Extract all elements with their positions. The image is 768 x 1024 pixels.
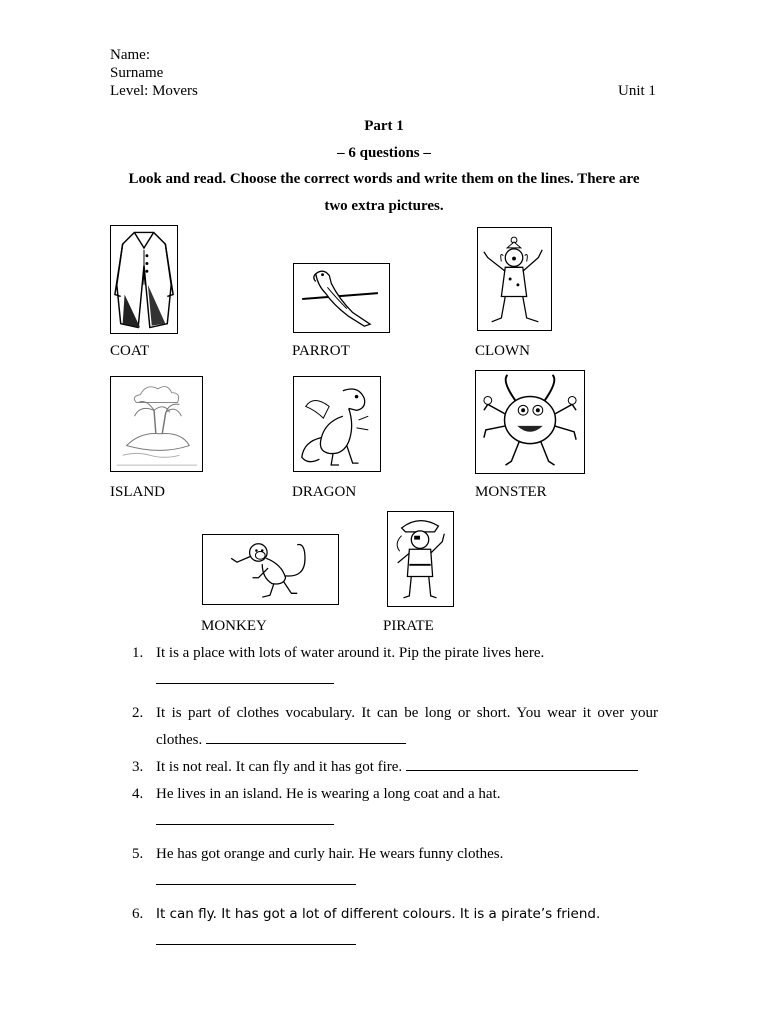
picture-label-pirate: PIRATE [383,618,434,634]
island-icon [111,377,202,471]
level-label: Level: Movers [110,83,198,99]
clown-icon [478,228,551,330]
question-text: He has got orange and curly hair. He wears funny clothes. [156,846,504,862]
parrot-icon [294,264,389,332]
question-number: 1. [132,645,144,661]
picture-label-parrot: PARROT [292,343,350,359]
coat-icon [111,226,177,333]
question-text: It is part of clothes vocabulary. It can be long or short. You wear it over your clothes. [156,705,658,748]
question-text: It is not real. It can fly and it has got fire. [156,759,403,775]
picture-label-island: ISLAND [110,484,165,500]
unit-label: Unit 1 [618,83,656,99]
clown-picture [477,227,552,331]
picture-label-coat: COAT [110,343,150,359]
picture-label-monkey: MONKEY [201,618,267,634]
answer-line-3[interactable] [406,756,638,771]
question-2 [132,700,658,754]
question-text: It is a place with lots of water around it. Pip the pirate lives here. [156,645,545,661]
answer-line-1[interactable] [156,669,334,684]
question-number: 2. [132,705,144,721]
parrot-picture [293,263,390,333]
question-number: 3. [132,759,144,775]
question-number: 4. [132,786,144,802]
question-1 [132,640,658,667]
question-number: 5. [132,846,144,862]
answer-line-4[interactable] [156,810,334,825]
monster-icon [476,371,584,473]
question-3 [132,754,658,781]
picture-label-clown: CLOWN [475,343,530,359]
question-6 [132,901,658,928]
dragon-picture [293,376,381,472]
answer-line-5-row [156,868,658,895]
pirate-picture [387,511,454,607]
answer-line-6-row [156,928,658,955]
name-label: Name: [110,47,150,63]
monkey-picture [202,534,339,605]
question-4 [132,781,658,808]
answer-line-6[interactable] [156,930,356,945]
island-picture [110,376,203,472]
question-text: It can fly. It has got a lot of different colours. It is a pirate’s friend. [156,906,601,922]
answer-line-2[interactable] [206,729,406,744]
question-text: He lives in an island. He is wearing a long coat and a hat. [156,786,501,802]
answer-line-1-row [156,667,658,694]
part-title: Part 1 [364,118,404,134]
answer-line-4-row [156,808,658,835]
question-number: 6. [132,906,144,922]
question-list [110,640,658,955]
coat-picture [110,225,178,334]
monster-picture [475,370,585,474]
answer-line-5[interactable] [156,870,356,885]
pirate-icon [388,512,453,606]
monkey-icon [203,535,338,604]
instruction-line-2: two extra pictures. [324,198,444,214]
dragon-icon [294,377,380,471]
picture-label-monster: MONSTER [475,484,547,500]
question-count: – 6 questions – [337,145,431,161]
picture-label-dragon: DRAGON [292,484,357,500]
instruction-line-1: Look and read. Choose the correct words and write them on the lines. There are [128,171,640,187]
question-5 [132,841,658,868]
surname-label: Surname [110,65,164,81]
